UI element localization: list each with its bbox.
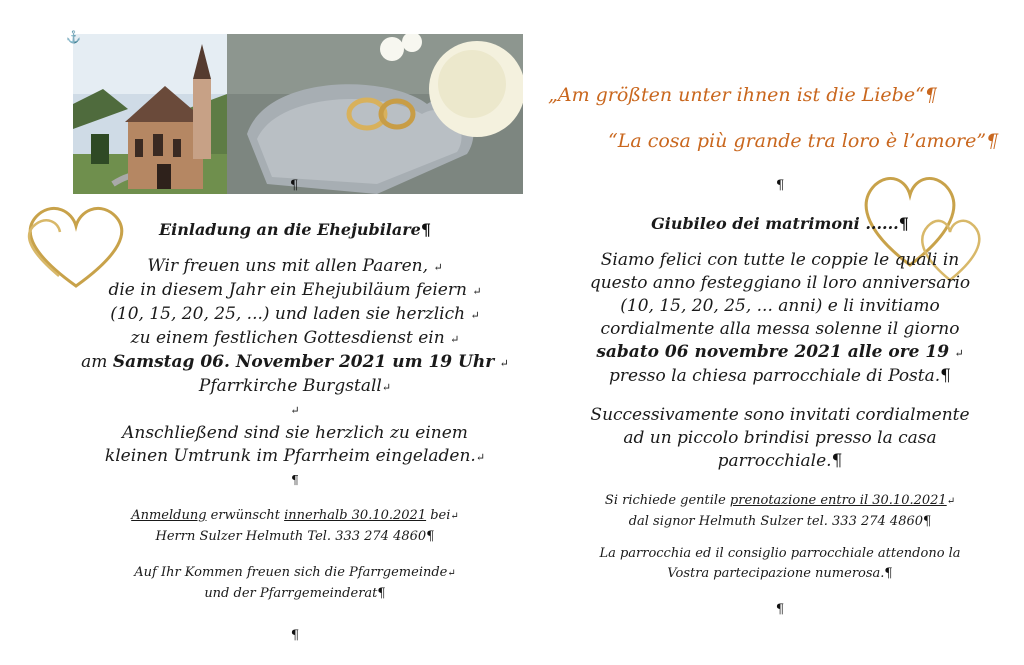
empty-line: ↵ (290, 404, 300, 417)
anchor-icon: ⚓ (66, 30, 81, 44)
italian-body: Siamo felici con tutte le coppie le quali in questo anno festeggiano il loro anniversario (10, 15, 20, 25, ... anni) e li invitiamo cordialmente alla messa solenne il giorno sabato 06 novembre 2021 alle ore 19 ↵ presso la chiesa parrocchiale di Posta.¶ (540, 249, 1020, 388)
pilcrow: ¶ (420, 220, 432, 239)
german-column (40, 220, 550, 643)
german-closing: Auf Ihr Kommen freuen sich die Pfarrgemeinde↵ und der Pfarrgemeinderat¶ (134, 565, 456, 601)
church-image (73, 34, 227, 194)
german-line: kleinen Umtrunk im Pfarrheim eingeladen.↵ (104, 446, 486, 466)
pilcrow: ¶ (290, 628, 300, 643)
rings-photo (227, 34, 523, 194)
italian-column (540, 214, 1020, 617)
german-date: Samstag 06. November 2021 um 19 Uhr (112, 352, 495, 372)
italian-quote: “La cosa più grande tra loro è l’amore”¶ (608, 130, 999, 152)
german-title (40, 220, 550, 239)
italian-registration: Si richiede gentile prenotazione entro il 30.10.2021↵ dal signor Helmuth Sulzer tel. 333 274 4860¶ (604, 493, 956, 529)
italian-closing: La parrocchia ed il consiglio parrocchiale attendono la Vostra partecipazione numerosa.¶ (599, 546, 961, 581)
pilcrow: ¶ (775, 602, 785, 617)
german-date-line: am Samstag 06. November 2021 um 19 Uhr ↵ (81, 352, 509, 372)
german-line: Wir freuen uns mit allen Paaren, ↵ (147, 256, 443, 276)
german-registration: Anmeldung erwünscht innerhalb 30.10.2021 bei↵ Herrn Sulzer Helmuth Tel. 333 274 4860¶ (131, 508, 459, 544)
german-body (40, 255, 550, 492)
italian-title: Giubileo dei matrimoni ......¶ (651, 214, 909, 233)
german-line: die in diesem Jahr ein Ehejubiläum feiern ↵ (108, 280, 482, 300)
german-line: Anschließend sind sie herzlich zu einem (122, 423, 468, 443)
church-photo (73, 34, 227, 194)
italian-body2: Successivamente sono invitati cordialmente ad un piccolo brindisi presso la casa parrocchiale.¶ (590, 405, 970, 471)
italian-date-line: sabato 06 novembre 2021 alle ore 19 ↵ (596, 342, 964, 362)
pilcrow-under-photos: ¶ (290, 178, 299, 193)
german-quote: „Am größten unter ihnen ist die Liebe“¶ (548, 84, 937, 106)
rings-on-heart-image (227, 34, 523, 194)
german-title-text: Einladung an die Ehejubilare (158, 220, 421, 239)
pilcrow: ¶ (291, 473, 299, 487)
german-line: Pfarrkirche Burgstall↵ (198, 376, 392, 396)
german-line: (10, 15, 20, 25, ...) und laden sie herzlich ↵ (110, 304, 480, 324)
german-line: zu einem festlichen Gottesdienst ein ↵ (130, 328, 460, 348)
pilcrow: ¶ (776, 178, 785, 193)
